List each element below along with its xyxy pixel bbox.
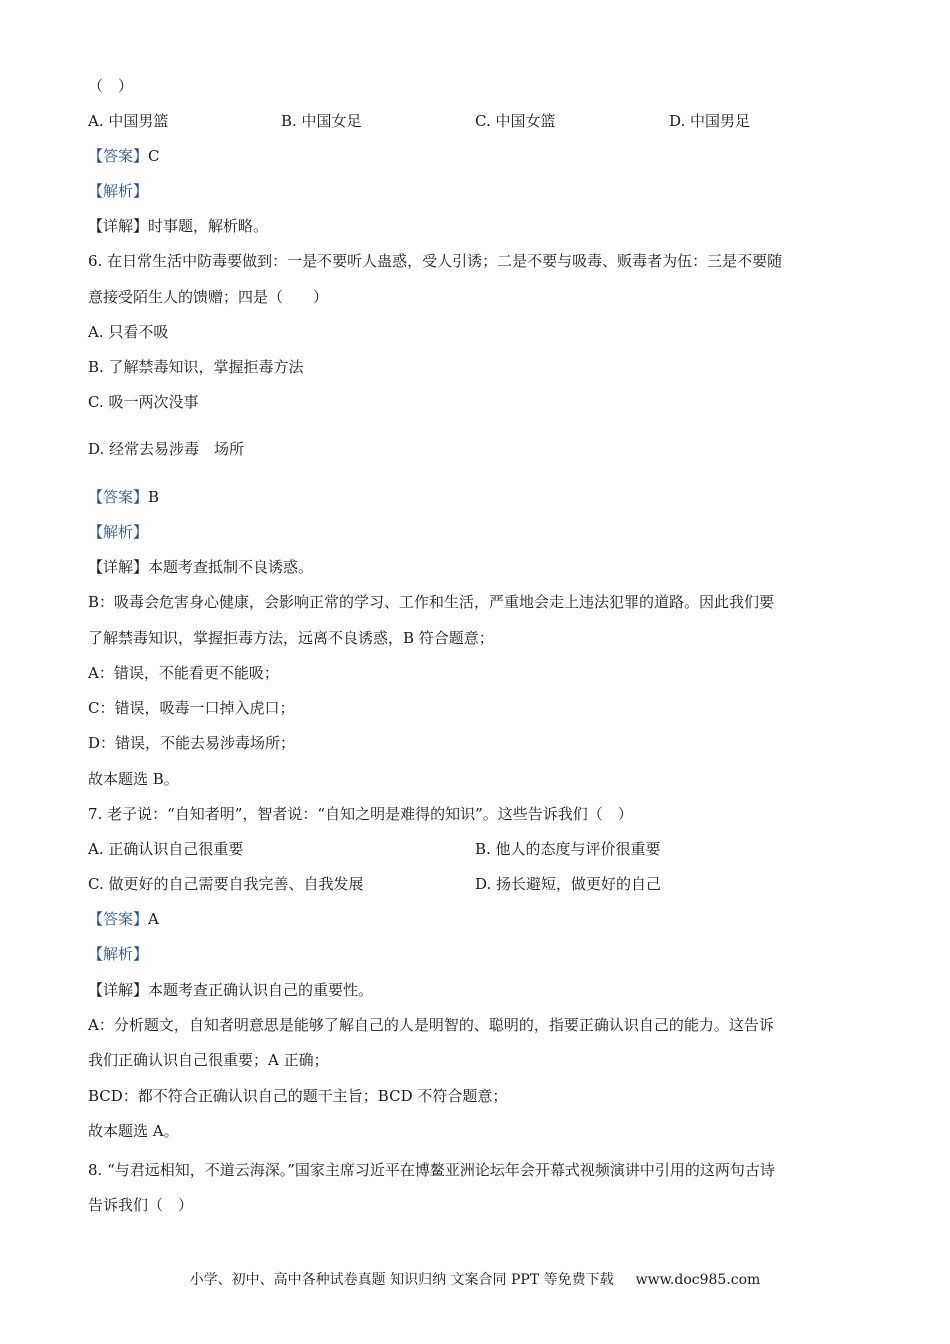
q7-detail bbox=[88, 980, 373, 1000]
answer-value: C bbox=[148, 147, 160, 165]
q7-option-b: B. 他人的态度与评价很重要 bbox=[475, 840, 661, 858]
answer-tag: 【答案】 bbox=[88, 488, 149, 506]
q7-body-line: 故本题选 A。 bbox=[88, 1122, 179, 1140]
answer-tag: 【答案】 bbox=[88, 910, 149, 928]
detail-text: 本题考查抵制不良诱惑。 bbox=[148, 558, 314, 576]
q7-option-a: A. 正确认识自己很重要 bbox=[88, 840, 244, 858]
q6-body-line: 故本题选 B。 bbox=[88, 770, 179, 788]
q5-option-b: B. 中国女足 bbox=[281, 112, 362, 130]
q6-detail bbox=[88, 557, 313, 577]
q6-body-line: D：错误，不能去易涉毒场所； bbox=[88, 734, 296, 752]
q6-body-line: A：错误，不能看更不能吸； bbox=[88, 664, 279, 682]
q6-body-line: 了解禁毒知识，掌握拒毒方法，远离不良诱惑，B 符合题意； bbox=[88, 629, 494, 647]
q5-option-a: A. 中国男篮 bbox=[88, 112, 169, 130]
answer-tag: 【答案】 bbox=[88, 147, 149, 165]
q5-analysis-tag: 【解析】 bbox=[88, 182, 149, 200]
detail-text: 时事题，解析略。 bbox=[148, 217, 269, 235]
q7-body-line: BCD：都不符合正确认识自己的题干主旨；BCD 不符合题意； bbox=[88, 1087, 508, 1105]
answer-value: B bbox=[148, 488, 160, 506]
q6-option-b: B. 了解禁毒知识，掌握拒毒方法 bbox=[88, 358, 304, 376]
footer-url[interactable]: www.doc985.com bbox=[635, 1272, 761, 1288]
answer-value: A bbox=[148, 910, 159, 928]
q5-option-d: D. 中国男足 bbox=[669, 112, 751, 130]
q6-stem-line-2: 意接受陌生人的馈赠；四是（ ） bbox=[88, 288, 329, 306]
q8-stem-line-1: 8. “与君远相知，不道云海深。”国家主席习近平在博鳌亚洲论坛年会开幕式视频演讲中引用的这两句古诗 bbox=[88, 1161, 775, 1179]
q7-option-c: C. 做更好的自己需要自我完善、自我发展 bbox=[88, 875, 364, 893]
detail-tag: 【详解】 bbox=[88, 217, 149, 235]
q7-analysis-tag: 【解析】 bbox=[88, 945, 149, 963]
q7-option-d: D. 扬长避短，做更好的自己 bbox=[475, 875, 662, 893]
q6-answer bbox=[88, 487, 159, 507]
footer-text: 小学、初中、高中各种试卷真题 知识归纳 文案合同 PPT 等免费下载 bbox=[189, 1272, 614, 1288]
q5-option-c: C. 中国女篮 bbox=[475, 112, 556, 130]
q6-option-a: A. 只看不吸 bbox=[88, 323, 169, 341]
q5-answer bbox=[88, 146, 160, 166]
q6-option-c: C. 吸一两次没事 bbox=[88, 393, 199, 411]
detail-tag: 【详解】 bbox=[88, 981, 149, 999]
q5-stem-tail: （ ） bbox=[88, 77, 134, 95]
q6-analysis-tag: 【解析】 bbox=[88, 523, 149, 541]
detail-tag: 【详解】 bbox=[88, 558, 149, 576]
q7-answer bbox=[88, 909, 159, 929]
q6-option-d: D. 经常去易涉毒 场所 bbox=[88, 440, 245, 458]
q7-body-line: 我们正确认识自己很重要；A 正确； bbox=[88, 1051, 329, 1069]
q8-stem-line-2: 告诉我们（ ） bbox=[88, 1196, 194, 1214]
q7-body-line: A：分析题文，自知者明意思是能够了解自己的人是明智的、聪明的，指要正确认识自己的能力。这告诉 bbox=[88, 1016, 774, 1034]
q6-body-line: B：吸毒会危害身心健康，会影响正常的学习、工作和生活，严重地会走上违法犯罪的道路。因此我们要 bbox=[88, 593, 775, 611]
q6-body-line: C：错误，吸毒一口掉入虎口； bbox=[88, 699, 295, 717]
q7-stem: 7. 老子说：“自知者明”，智者说：“自知之明是难得的知识”。这些告诉我们（ ） bbox=[88, 805, 633, 823]
detail-text: 本题考查正确认识自己的重要性。 bbox=[148, 981, 374, 999]
q6-stem-line-1: 6. 在日常生活中防毒要做到：一是不要听人蛊惑，受人引诱；二是不要与吸毒、贩毒者为伍：三是不要随 bbox=[88, 252, 783, 270]
page-footer bbox=[0, 1270, 950, 1290]
q5-detail bbox=[88, 216, 268, 236]
